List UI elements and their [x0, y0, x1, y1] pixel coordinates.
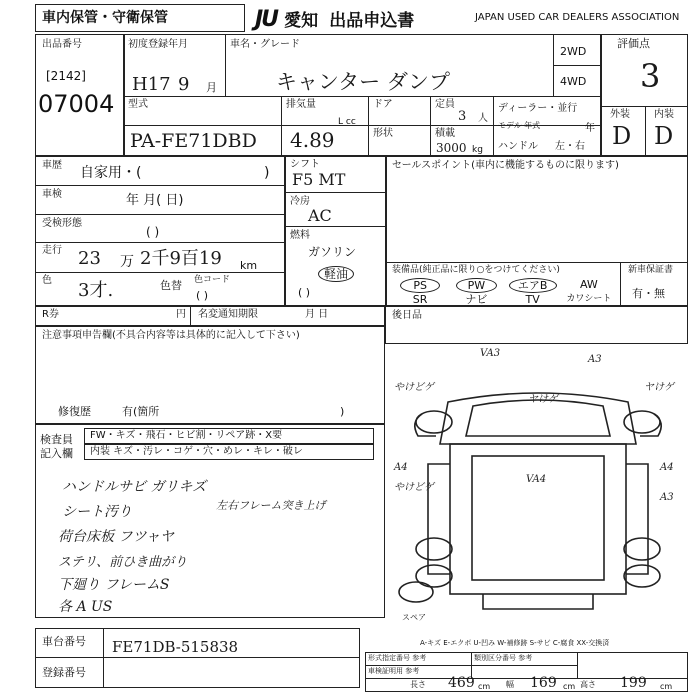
- inspector-note-4: ステリ、前ひき曲がり: [58, 555, 188, 570]
- inspection-value: 年 月( 日): [126, 193, 184, 208]
- recycle-label: R券: [42, 309, 59, 320]
- mark-burn-4: やけどゲ: [394, 482, 434, 493]
- storage-badge-text: 車内保管・守衛保管: [42, 10, 168, 26]
- fuel-other: ( ): [298, 286, 311, 299]
- exterior-grade: D: [612, 122, 632, 150]
- mark-spare: スペア: [402, 613, 426, 622]
- title-notice-value: 月 日: [305, 309, 329, 320]
- inspector-label-1: 検査員: [40, 433, 73, 446]
- load-unit: kg: [472, 145, 483, 155]
- rear-gate: [483, 594, 593, 609]
- car-name-label: 車名・グレード: [230, 39, 300, 50]
- fuel-diesel: 軽油: [318, 266, 354, 282]
- mark-burn-3: ヤけゲ: [644, 382, 674, 393]
- mileage-label: 走行: [42, 245, 62, 256]
- mileage-man-unit: 万: [120, 254, 134, 270]
- after-items-box: [385, 306, 688, 344]
- inspector-label-2: 記入欄: [40, 447, 73, 460]
- equipment-grid: [392, 278, 617, 306]
- inspection-label: 車検: [42, 189, 62, 200]
- inspector-note-side: 左右フレーム突き上げ: [216, 499, 326, 512]
- mark-va4: VA4: [526, 474, 547, 485]
- height-label: 高さ: [580, 680, 596, 689]
- handle-label: ハンドル: [498, 141, 538, 152]
- model-year-label: モデル 年式: [498, 121, 541, 130]
- history-label: 車歴: [42, 160, 62, 171]
- cooling-value: AC: [308, 206, 332, 225]
- width-unit: cm: [563, 682, 576, 691]
- drive-4wd: 4WD: [560, 75, 587, 88]
- org-prefecture: 愛知: [284, 11, 319, 31]
- equip-pw: PW: [456, 278, 496, 293]
- color-value: 3才.: [78, 280, 114, 301]
- wheel-rl-1: [416, 538, 452, 560]
- cooling-label: 冷房: [290, 196, 310, 207]
- wheel-rr-1: [624, 538, 660, 560]
- mark-burn-1: やけどゲ: [394, 382, 434, 393]
- mark-va3: VA3: [480, 348, 501, 359]
- displacement-value: 4.89: [290, 128, 335, 152]
- first-reg-month: 9: [178, 74, 190, 95]
- color-change-label: 色替: [160, 279, 182, 292]
- selling-points-label: セールスポイント(車内に機能するものに限ります): [392, 160, 619, 171]
- model-value: PA-FE71DBD: [130, 130, 257, 152]
- wheel-fr: [624, 411, 660, 433]
- mark-a4-left: A4: [394, 462, 408, 473]
- mileage-rest: 2千9百19: [140, 248, 222, 269]
- car-name: キャンター ダンプ: [276, 70, 451, 94]
- shift-label: シフト: [290, 159, 320, 170]
- dim-label: 車検証明用 参考: [368, 667, 420, 675]
- width-label: 幅: [506, 680, 514, 689]
- shift-value: F5 MT: [292, 170, 346, 189]
- lot-small: [2142]: [46, 69, 86, 83]
- inspector-note-6: 各 A US: [58, 599, 113, 615]
- equip-leather: カワシート: [566, 294, 612, 304]
- height-unit: cm: [660, 682, 673, 691]
- capacity-value: 3: [458, 109, 467, 124]
- rating-value: 3: [640, 57, 661, 95]
- interior-grade: D: [654, 122, 674, 150]
- displacement-label: 排気量: [286, 99, 316, 110]
- color-label: 色: [42, 275, 52, 286]
- load-label: 積載: [435, 128, 455, 139]
- vehicle-diagram: [388, 344, 688, 644]
- first-reg-era: H17: [132, 74, 171, 95]
- association-name: JAPAN USED CAR DEALERS ASSOCIATION: [475, 12, 680, 23]
- form-title: 出品申込書: [329, 11, 415, 31]
- length-unit: cm: [478, 682, 491, 691]
- drive-2wd: 2WD: [560, 45, 587, 58]
- wheel-rl-2: [416, 565, 452, 587]
- interior-label: 内装: [654, 109, 674, 120]
- windshield: [466, 400, 610, 436]
- wheel-rr-2: [624, 565, 660, 587]
- model-label: 型式: [128, 99, 148, 110]
- rating-label: 評価点: [617, 37, 650, 50]
- inspector-note-1: ハンドルサビ ガリキズ: [62, 479, 207, 495]
- spare-tire: [399, 582, 433, 602]
- handle-value: 左・右: [555, 141, 585, 152]
- height-value: 199: [620, 675, 647, 691]
- first-reg-month-unit: 月: [206, 81, 217, 94]
- title-notice-label: 名変通知期限: [198, 309, 258, 320]
- equip-sr: SR: [412, 293, 428, 306]
- repair-close: ): [340, 405, 345, 418]
- new-warranty-value: 有・無: [632, 287, 665, 300]
- mileage-man: 23: [78, 248, 101, 269]
- color-code-label: 色コード: [194, 275, 231, 285]
- fuel-gasoline: ガソリン: [308, 245, 357, 259]
- receipt-label: 受検形態: [42, 218, 82, 229]
- inspector-note-2: シート汚り: [62, 504, 132, 520]
- width-value: 169: [530, 675, 557, 691]
- wheel-fl: [416, 411, 452, 433]
- mark-burn-2: ヤけゲ: [528, 394, 558, 405]
- repair-value: 有(箇所: [122, 405, 160, 418]
- color-code-value: ( ): [196, 289, 209, 302]
- displacement-unit: L cc: [338, 117, 356, 127]
- dim-type-label: 形式指定番号 参考: [368, 654, 427, 662]
- capacity-unit: 人: [478, 113, 488, 124]
- repair-label: 修復歴: [58, 405, 91, 418]
- lot-label: 出品番号: [42, 39, 82, 50]
- damage-legend: A-キズ E-エクボ U-凹み W-補修跡 S-サビ C-腐食 XX-交換済: [420, 639, 610, 647]
- equipment-label: 装備品(純正品に限り○をつけてください): [392, 265, 560, 275]
- storage-badge: [35, 4, 245, 32]
- inspector-note-5: 下廻り フレームS: [58, 577, 170, 593]
- mileage-unit: km: [240, 259, 258, 272]
- length-label: 長さ: [410, 680, 426, 689]
- dealer-label: ディーラー・並行: [498, 103, 578, 114]
- receipt-value: ( ): [146, 225, 160, 239]
- after-items-label: 後日品: [392, 310, 422, 321]
- equip-airbag: エアB: [509, 278, 557, 293]
- inspector-legend-2: 内装 キズ・汚レ・コゲ・穴・めレ・キレ・破レ: [90, 446, 303, 457]
- cargo-bed: [450, 444, 626, 594]
- chassis-number: FE71DB-515838: [112, 638, 239, 656]
- notes-label: 注意事項申告欄(不具合内容等は具体的に記入して下さい): [42, 330, 300, 341]
- mark-a3-right: A3: [660, 492, 674, 503]
- ju-logo: [255, 6, 414, 32]
- history-close: ): [264, 165, 270, 181]
- ju-logo-text: JU: [255, 7, 278, 32]
- model-year-unit: 年: [585, 123, 595, 134]
- lot-number: 07004: [38, 90, 115, 118]
- equip-navi: ナビ: [465, 293, 488, 306]
- first-reg-label: 初度登録年月: [128, 39, 188, 50]
- reg-label: 登録番号: [42, 666, 86, 679]
- fuel-label: 燃料: [290, 230, 310, 241]
- history-value: 自家用・(: [80, 165, 142, 181]
- equip-tv: TV: [525, 293, 540, 306]
- capacity-label: 定員: [435, 99, 455, 110]
- chassis-label: 車台番号: [42, 635, 86, 648]
- equip-aw: AW: [579, 278, 598, 291]
- shape-label: 形状: [373, 128, 393, 139]
- length-value: 469: [448, 675, 475, 691]
- equip-ps: PS: [400, 278, 440, 293]
- mark-a3-top: A3: [588, 354, 602, 365]
- inspector-legend-1: FW・キズ・飛石・ヒビ割・リペア跡・X要: [90, 430, 283, 441]
- recycle-unit: 円: [176, 309, 186, 320]
- mark-a4-right: A4: [660, 462, 674, 473]
- inspector-note-3: 荷台床板 フツャヤ: [58, 529, 174, 545]
- load-value: 3000: [436, 141, 467, 155]
- dim-class-label: 類別区分番号 参考: [474, 654, 533, 662]
- new-warranty-label: 新車保証書: [628, 265, 674, 275]
- exterior-label: 外装: [610, 109, 630, 120]
- door-label: ドア: [373, 99, 393, 110]
